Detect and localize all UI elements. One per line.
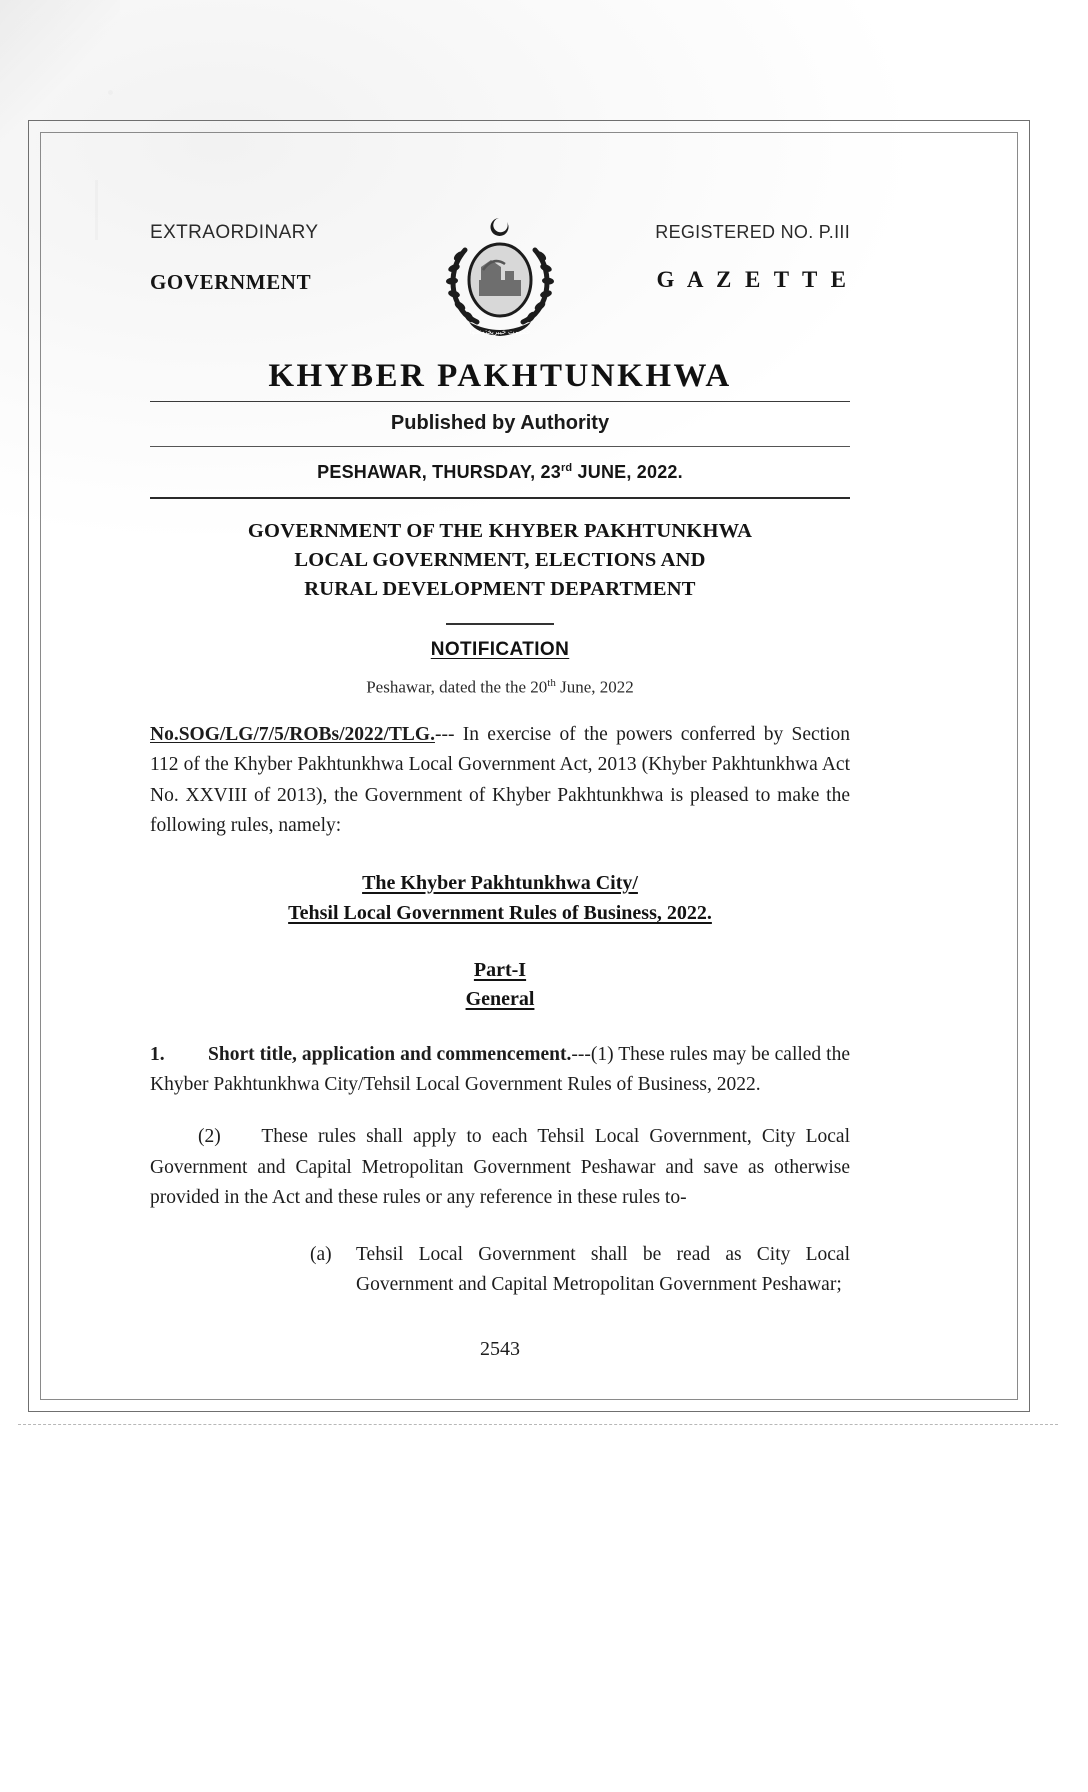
government-label: GOVERNMENT bbox=[150, 270, 312, 294]
lettered-clause-tag: (a) bbox=[310, 1243, 332, 1265]
clause-1 bbox=[150, 1040, 850, 1101]
page-number: 2543 bbox=[480, 1338, 520, 1361]
masthead bbox=[150, 210, 850, 350]
short-divider bbox=[446, 623, 554, 625]
rules-title-line: Tehsil Local Government Rules of Business, 2022. bbox=[288, 901, 712, 924]
clause-lead-in: Short title, application and commencement. bbox=[208, 1043, 572, 1065]
rules-title-line: The Khyber Pakhtunkhwa City/ bbox=[362, 871, 638, 894]
dateline bbox=[150, 453, 850, 491]
svg-text:حکومت خیبرپختونخوا: حکومت خیبرپختونخوا bbox=[469, 328, 531, 336]
department-line: GOVERNMENT OF THE KHYBER PAKHTUNKHWA bbox=[247, 520, 753, 542]
dateline-prefix: PESHAWAR, THURSDAY, 23 bbox=[317, 462, 561, 482]
divider-rule bbox=[150, 497, 850, 499]
place-and-date bbox=[150, 677, 850, 698]
rules-title bbox=[150, 868, 850, 928]
notification-paragraph bbox=[150, 720, 850, 842]
part-heading bbox=[150, 956, 850, 1014]
lettered-clause-text: Tehsil Local Government shall be read as City Local Government and Capital Metropolitan Government Peshawar; bbox=[356, 1243, 850, 1296]
published-by-authority: Published by Authority bbox=[390, 412, 610, 434]
lettered-clause-a bbox=[310, 1240, 850, 1301]
sub-clause-2 bbox=[150, 1122, 850, 1213]
notification-number: No.SOG/LG/7/5/ROBs/2022/TLG. bbox=[150, 723, 435, 745]
department-heading bbox=[150, 517, 850, 604]
dateline-ordinal: rd bbox=[560, 462, 573, 474]
gazette-label: G A Z E T T E bbox=[656, 267, 850, 292]
notification-heading: NOTIFICATION bbox=[430, 639, 570, 661]
divider-rule bbox=[150, 401, 850, 402]
page-bottom-dashed-line bbox=[18, 1424, 1058, 1425]
department-line: RURAL DEVELOPMENT DEPARTMENT bbox=[304, 578, 696, 601]
place-date-ordinal: th bbox=[547, 677, 556, 690]
extraordinary-label: EXTRAORDINARY bbox=[150, 222, 319, 243]
khyber-pakhtunkhwa-emblem-icon bbox=[435, 210, 565, 350]
clause-number: 1. bbox=[150, 1043, 165, 1065]
registered-number: REGISTERED NO. P.III bbox=[655, 222, 850, 242]
masthead-right bbox=[600, 222, 850, 293]
place-date-after: June, 2022 bbox=[555, 677, 634, 697]
sub-clause-text: These rules shall apply to each Tehsil Local Government, City Local Government and Capital Metropolitan Government Peshawar and save as otherwise provided in the Act and these rules or any reference in these rules to- bbox=[150, 1126, 850, 1209]
document-content bbox=[150, 210, 850, 1361]
part-subtitle: General bbox=[465, 987, 535, 1010]
clause-text: ---(1) These rules may be called the Khyber Pakhtunkhwa City/Tehsil Local Government Rules of Business, 2022. bbox=[150, 1043, 850, 1096]
dateline-suffix: JUNE, 2022. bbox=[572, 462, 683, 482]
part-label: Part-I bbox=[473, 958, 527, 981]
department-line: LOCAL GOVERNMENT, ELECTIONS AND bbox=[294, 549, 706, 572]
clause-body bbox=[150, 1040, 850, 1101]
page-title: KHYBER PAKHTUNKHWA bbox=[268, 358, 732, 394]
place-date-before: Peshawar, dated the the 20 bbox=[366, 677, 548, 697]
notification-body-text: --- In exercise of the powers conferred by Section 112 of the Khyber Pakhtunkhwa Local Government Act, 2013 (Khyber Pakhtunkhwa Act No. XXVIII of 2013), the Government of Khyber Pakhtunkhwa is pleased to make the following rules, namely: bbox=[150, 723, 850, 837]
masthead-left bbox=[150, 222, 380, 295]
sub-clause-tag: (2) bbox=[198, 1126, 221, 1148]
scan-artifact bbox=[108, 90, 113, 95]
divider-rule bbox=[150, 446, 850, 447]
